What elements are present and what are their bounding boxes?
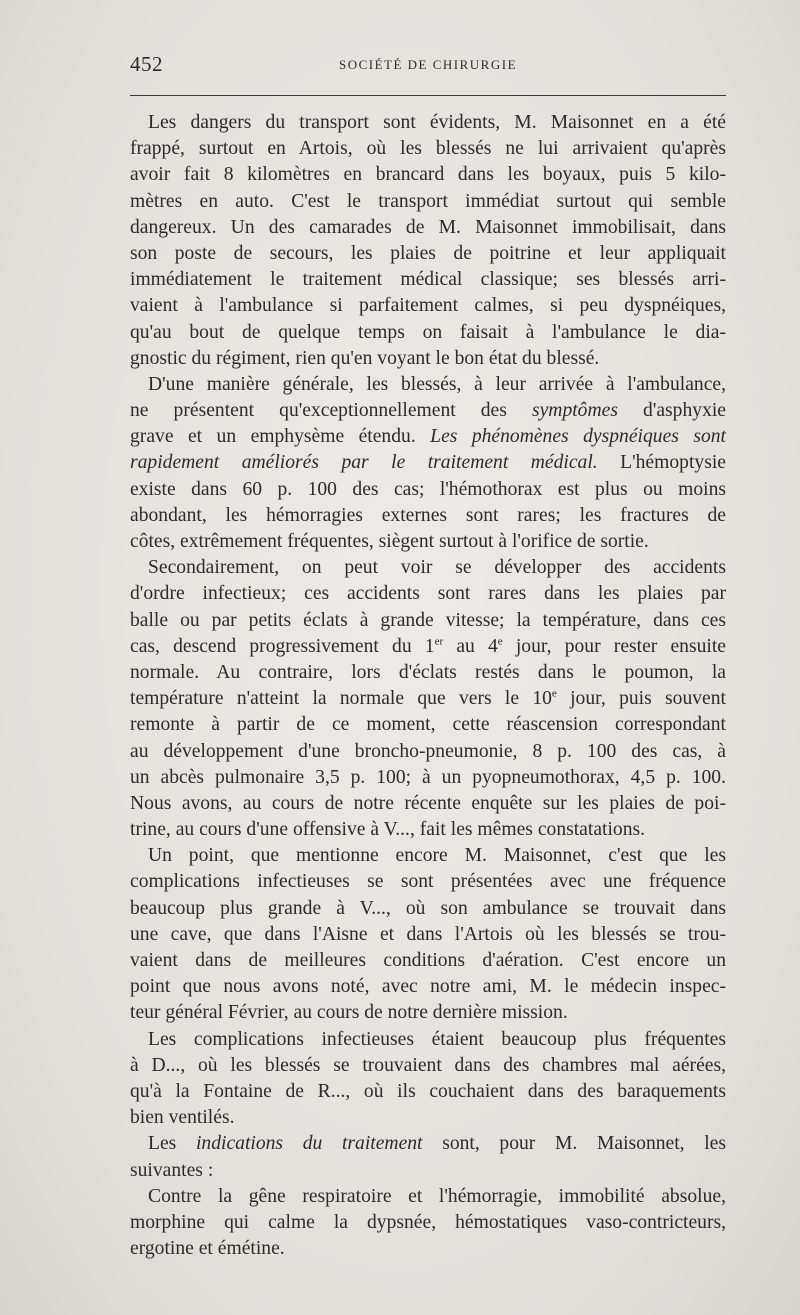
running-head: SOCIÉTÉ DE CHIRURGIE	[338, 57, 518, 72]
text-line: bien ventilés.	[130, 1107, 235, 1129]
text-line: immédiatement le traitement médical classique; ses blessés arri-	[130, 269, 726, 291]
paragraph	[130, 1184, 726, 1263]
text-run: grave et un emphysème étendu.	[130, 426, 416, 448]
text-line: gnostic du régiment, rien qu'en voyant le bon état du blessé.	[130, 347, 600, 369]
text-line: à D..., où les blessés se trouvaient dans des chambres mal aérées,	[130, 1054, 726, 1076]
paragraph	[130, 1131, 726, 1183]
page-header	[130, 52, 726, 82]
text-line: balle ou par petits éclats à grande vitesse; la température, dans ces	[130, 609, 726, 631]
text-line: vaient dans de meilleures conditions d'aération. C'est encore un	[130, 950, 726, 971]
text-line: vaient à l'ambulance si parfaitement calmes, si peu dyspnéiques,	[130, 295, 726, 317]
text-line: dangereux. Un des camarades de M. Maisonnet immobilisait, dans	[130, 216, 726, 238]
text-line	[130, 398, 726, 424]
text-line: existe dans 60 p. 100 des cas; l'hémothorax est plus ou moins	[130, 478, 726, 500]
header-rule	[130, 95, 726, 96]
text-run: ne présentent qu'exceptionnellement des	[130, 400, 507, 422]
text-line: trine, au cours d'une offensive à V..., fait les mêmes constatations.	[130, 819, 646, 841]
text-line: Les dangers du transport sont évidents, M. Maisonnet en a été	[148, 112, 726, 133]
italic-run: Les phénomènes dyspnéiques sont	[430, 426, 726, 448]
text-line: son poste de secours, les plaies de poitrine et leur appliquait	[130, 242, 726, 264]
text-line: frappé, surtout en Artois, où les blessés ne lui arrivaient qu'après	[130, 138, 726, 160]
text-line: Un point, que mentionne encore M. Maisonnet, c'est que les	[148, 845, 726, 867]
text-line	[130, 634, 726, 660]
text-line: remonte à partir de ce moment, cette réascension correspondant	[130, 714, 726, 736]
text-line: avoir fait 8 kilomètres en brancard dans les boyaux, puis 5 kilo-	[130, 164, 726, 186]
text-line: D'une manière générale, les blessés, à leur arrivée à l'ambulance,	[148, 373, 726, 395]
text-run: d'asphyxie	[643, 400, 727, 422]
text-line: normale. Au contraire, lors d'éclats restés dans le poumon, la	[130, 661, 726, 683]
text-line: Nous avons, au cours de notre récente enquête sur les plaies de poi-	[130, 792, 726, 814]
text-line: morphine qui calme la dypsnée, hémostatiques vaso-contricteurs,	[130, 1211, 726, 1233]
paragraph	[130, 372, 726, 555]
text-line: Contre la gêne respiratoire et l'hémorragie, immobilité absolue,	[148, 1185, 726, 1207]
text-line: côtes, extrêmement fréquentes, siègent surtout à l'orifice de sortie.	[130, 531, 649, 552]
text-run: jour, puis souvent	[556, 688, 726, 710]
text-line: point que nous avons noté, avec notre ami, M. le médecin inspec-	[130, 976, 726, 998]
italic-run: indications du traitement	[195, 1133, 423, 1155]
text-run: L'hémoptysie	[620, 452, 726, 474]
text-line: un abcès pulmonaire 3,5 p. 100; à un pyopneumothorax, 4,5 p. 100.	[130, 766, 726, 788]
text-run: température n'atteint la normale que vers le 10	[130, 688, 552, 710]
text-line: beaucoup plus grande à V..., où son ambulance se trouvait dans	[130, 897, 726, 919]
text-run: cas, descend progressivement du 1	[130, 635, 435, 657]
superscript: e	[551, 687, 557, 700]
text-run: jour, pour rester ensuite	[502, 635, 726, 657]
text-line	[130, 1131, 726, 1157]
paragraph	[130, 1027, 726, 1132]
page-number: 452	[130, 52, 163, 76]
paragraph	[130, 110, 726, 372]
text-run: au 4	[443, 635, 498, 657]
paragraph	[130, 555, 726, 843]
text-line: ergotine et émétine.	[130, 1238, 285, 1260]
text-line: qu'à la Fontaine de R..., où ils couchaient dans des baraquements	[130, 1080, 726, 1102]
text-line: mètres en auto. C'est le transport immédiat surtout qui semble	[130, 190, 726, 212]
text-line: complications infectieuses se sont présentées avec une fréquence	[130, 871, 726, 893]
text-line: une cave, que dans l'Aisne et dans l'Artois où les blessés se trou-	[130, 923, 726, 945]
italic-run: symptômes	[531, 400, 618, 422]
superscript: er	[434, 635, 444, 648]
italic-run: rapidement améliorés par le traitement médical.	[130, 452, 598, 474]
text-line	[130, 686, 726, 712]
text-line	[130, 450, 726, 476]
body-text	[130, 110, 726, 1262]
text-line: suivantes :	[130, 1159, 214, 1181]
text-run: sont, pour M. Maisonnet, les	[442, 1133, 727, 1155]
paragraph	[130, 843, 726, 1026]
superscript: e	[497, 635, 503, 648]
text-line: teur général Février, au cours de notre dernière mission.	[130, 1002, 568, 1024]
text-line: d'ordre infectieux; ces accidents sont rares dans les plaies par	[130, 583, 726, 605]
text-line: abondant, les hémorragies externes sont rares; les fractures de	[130, 504, 726, 526]
text-run: Les	[148, 1133, 177, 1155]
text-line: au développement d'une broncho-pneumonie, 8 p. 100 des cas, à	[130, 740, 726, 762]
text-line: Secondairement, on peut voir se développer des accidents	[148, 557, 726, 579]
text-line: Les complications infectieuses étaient beaucoup plus fréquentes	[148, 1028, 726, 1050]
text-line	[130, 424, 726, 450]
text-line: qu'au bout de quelque temps on faisait à l'ambulance le dia-	[130, 321, 726, 343]
